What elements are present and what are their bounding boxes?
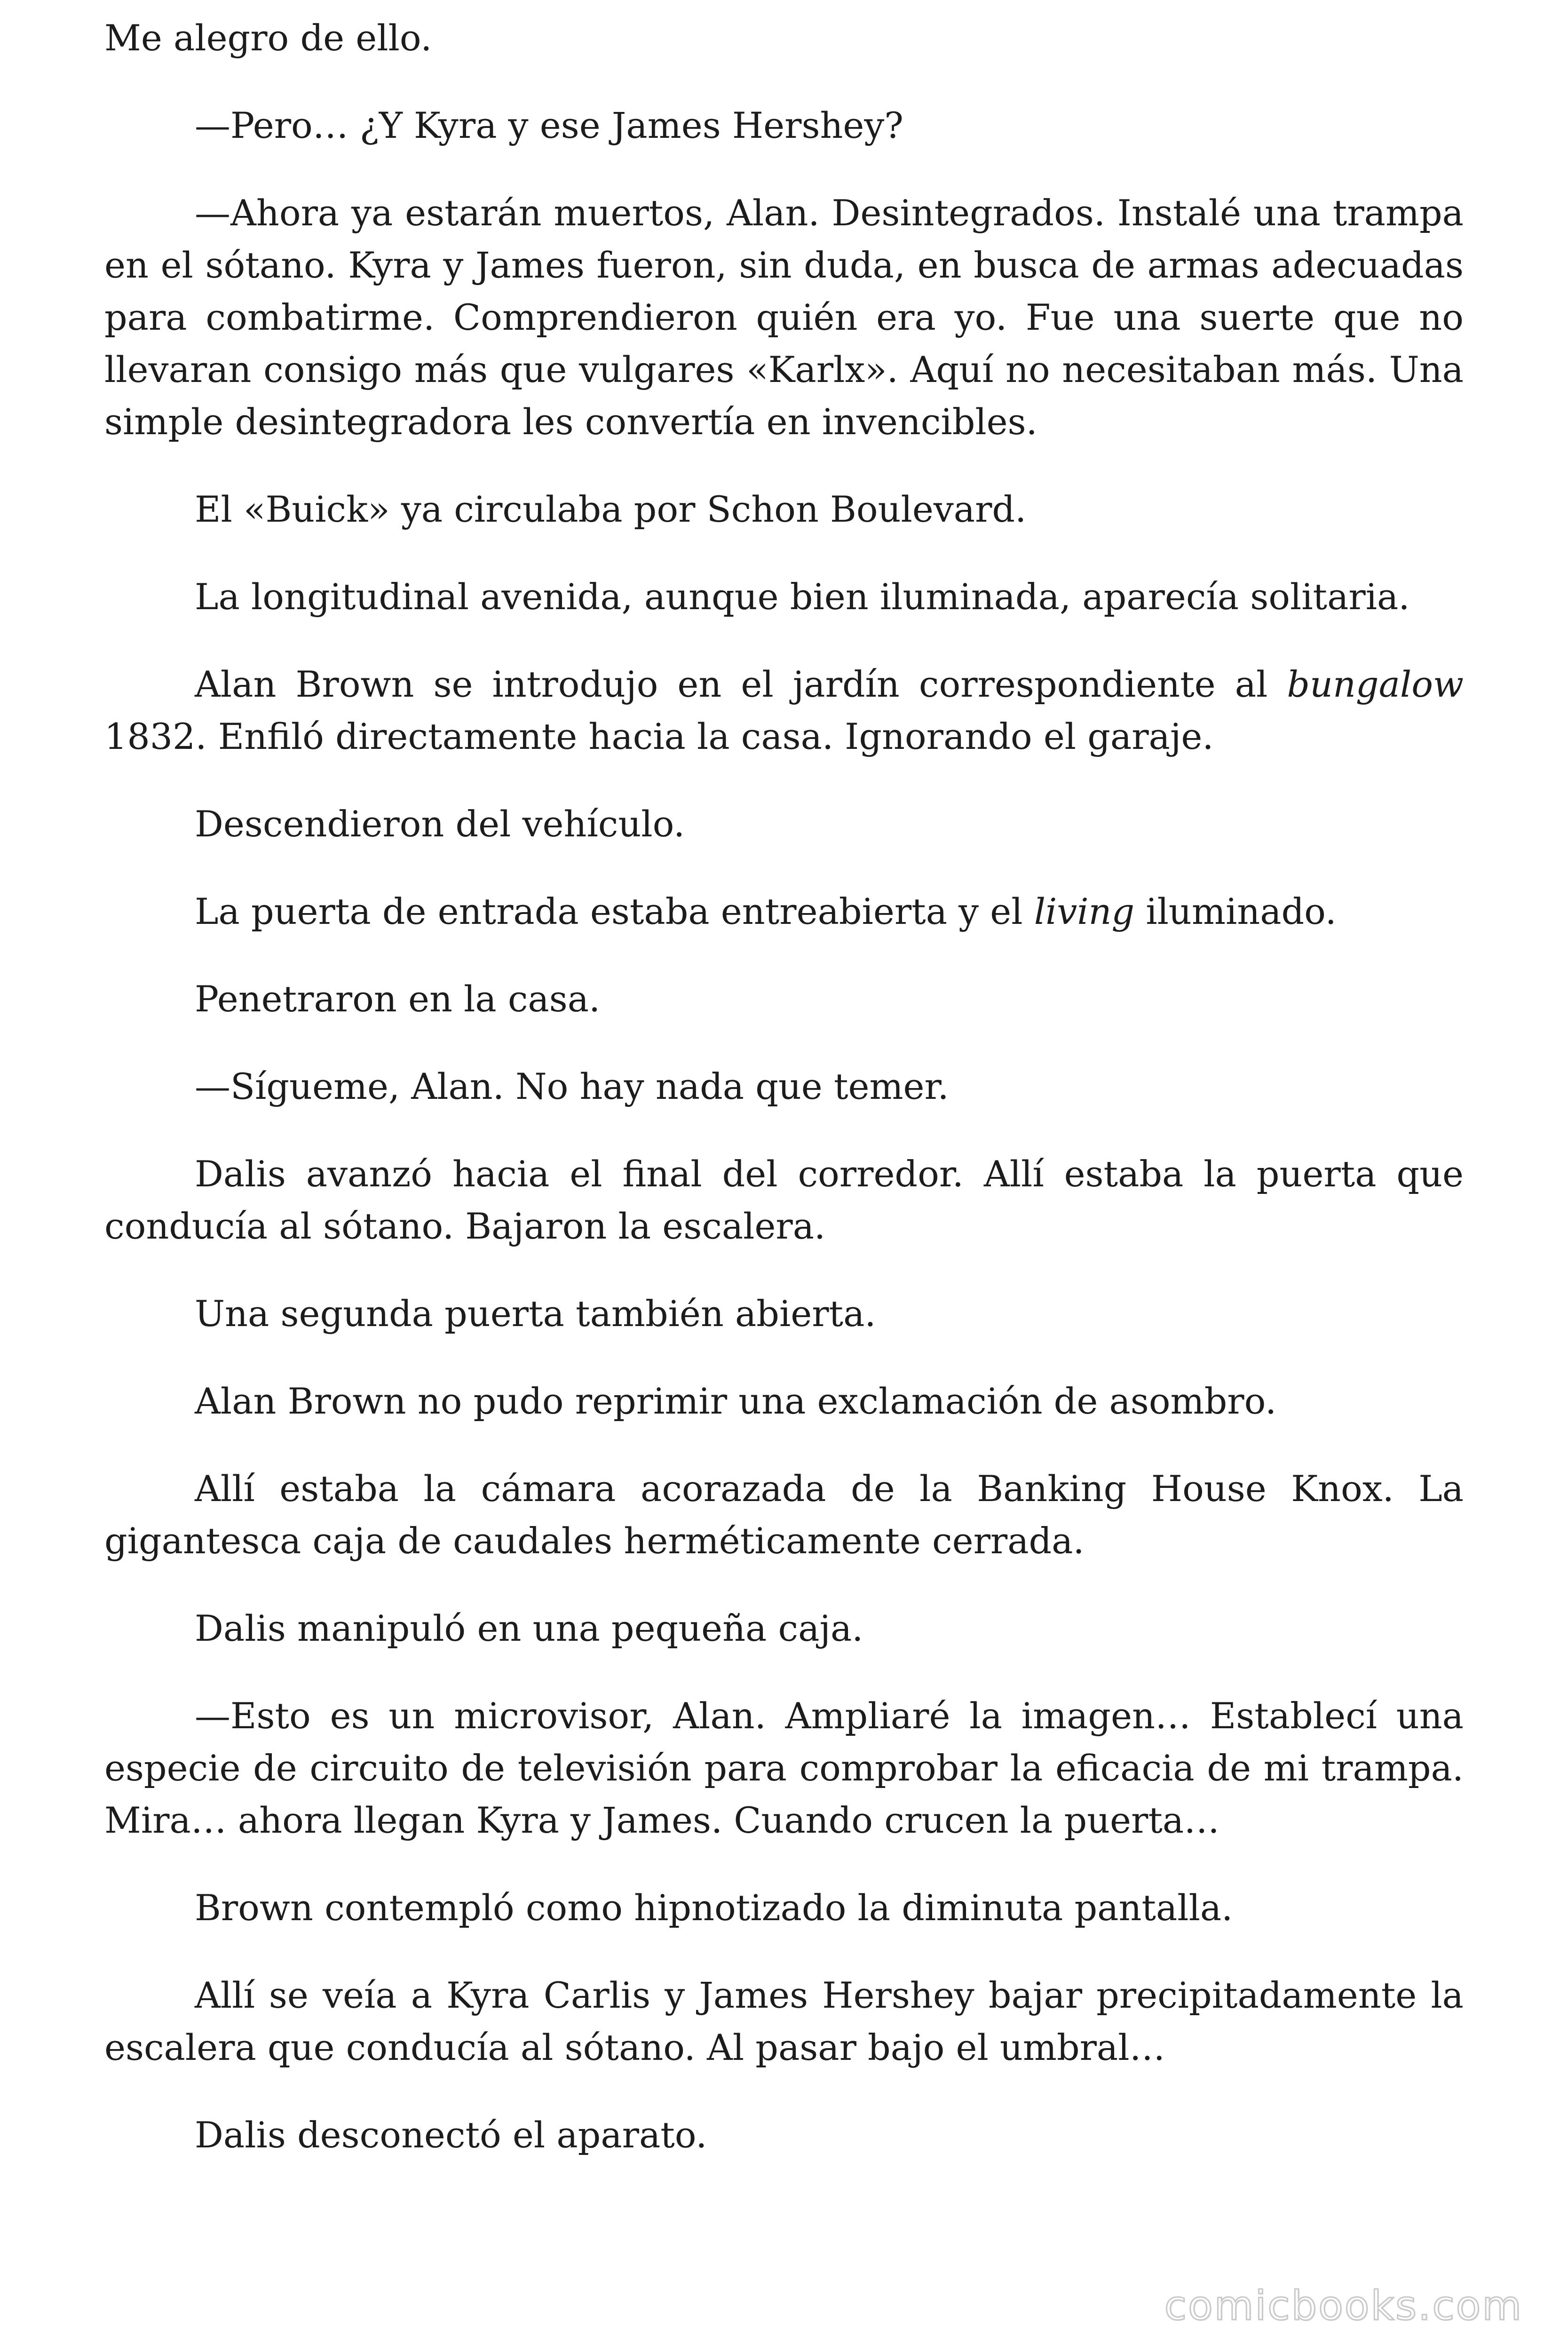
- paragraph: [104, 12, 1464, 64]
- paragraph: [104, 571, 1464, 623]
- paragraph: [104, 798, 1464, 850]
- paragraph: [104, 658, 1464, 763]
- text-segment: El «Buick» ya circulaba por Schon Boulevard.: [195, 488, 1027, 530]
- text-segment: Me alegro de ello.: [104, 17, 432, 59]
- text-segment: Allí estaba la cámara acorazada de la Banking House Knox. La gigantesca caja de caudales herméticamente cerrada.: [104, 1468, 1464, 1562]
- text-segment: Brown contempló como hipnotizado la diminuta pantalla.: [195, 1887, 1233, 1929]
- text-segment: Una segunda puerta también abierta.: [195, 1293, 876, 1335]
- watermark: comicbooks.com: [1164, 2282, 1523, 2329]
- text-segment: Allí se veía a Kyra Carlis y James Hershey bajar precipitadamente la escalera que conducía al sótano. Al pasar bajo el umbral…: [104, 1974, 1464, 2068]
- text-segment: Descendieron del vehículo.: [195, 803, 685, 845]
- text-segment: Alan Brown se introdujo en el jardín correspondiente al: [195, 663, 1287, 705]
- text-segment: —Pero… ¿Y Kyra y ese James Hershey?: [195, 104, 904, 146]
- paragraph: [104, 885, 1464, 938]
- italic-text: living: [1034, 890, 1135, 932]
- paragraph: [104, 1882, 1464, 1934]
- text-segment: Dalis desconectó el aparato.: [195, 2114, 707, 2156]
- paragraph: [104, 1690, 1464, 1846]
- text-segment: 1832. Enfiló directamente hacia la casa. Ignorando el garaje.: [104, 715, 1214, 757]
- text-segment: La puerta de entrada estaba entreabierta y el: [195, 890, 1034, 932]
- text-segment: Dalis manipuló en una pequeña caja.: [195, 1607, 863, 1649]
- paragraph: [104, 1462, 1464, 1567]
- text-segment: —Sígueme, Alan. No hay nada que temer.: [195, 1065, 949, 1107]
- text-segment: —Ahora ya estarán muertos, Alan. Desintegrados. Instalé una trampa en el sótano. Kyra y James fueron, sin duda, en busca de armas adecuadas para combatirme. Comprendieron quién era yo. Fue una suerte que no llevaran consigo más que vulgares «Karlx». Aquí no necesitaban más. Una simple desintegradora les convertía en invencibles.: [104, 192, 1464, 443]
- text-segment: Alan Brown no pudo reprimir una exclamación de asombro.: [195, 1380, 1277, 1422]
- text-segment: Penetraron en la casa.: [195, 978, 601, 1020]
- book-page-text: [104, 12, 1464, 2196]
- paragraph: [104, 1969, 1464, 2074]
- text-segment: —Esto es un microvisor, Alan. Ampliaré la imagen… Establecí una especie de circuito de televisión para comprobar la eficacia de mi trampa. Mira… ahora llegan Kyra y James. Cuando crucen la puerta…: [104, 1695, 1464, 1841]
- paragraph: [104, 1287, 1464, 1340]
- italic-text: bungalow: [1287, 663, 1464, 705]
- text-segment: iluminado.: [1134, 890, 1337, 932]
- paragraph: [104, 1060, 1464, 1112]
- paragraph: [104, 1602, 1464, 1654]
- paragraph: [104, 187, 1464, 448]
- paragraph: [104, 1375, 1464, 1427]
- text-segment: La longitudinal avenida, aunque bien iluminada, aparecía solitaria.: [195, 576, 1410, 618]
- text-segment: Dalis avanzó hacia el final del corredor. Allí estaba la puerta que conducía al sótano. Bajaron la escalera.: [104, 1153, 1464, 1247]
- paragraph: [104, 483, 1464, 535]
- paragraph: [104, 2109, 1464, 2161]
- paragraph: [104, 973, 1464, 1025]
- paragraph: [104, 99, 1464, 151]
- paragraph: [104, 1148, 1464, 1252]
